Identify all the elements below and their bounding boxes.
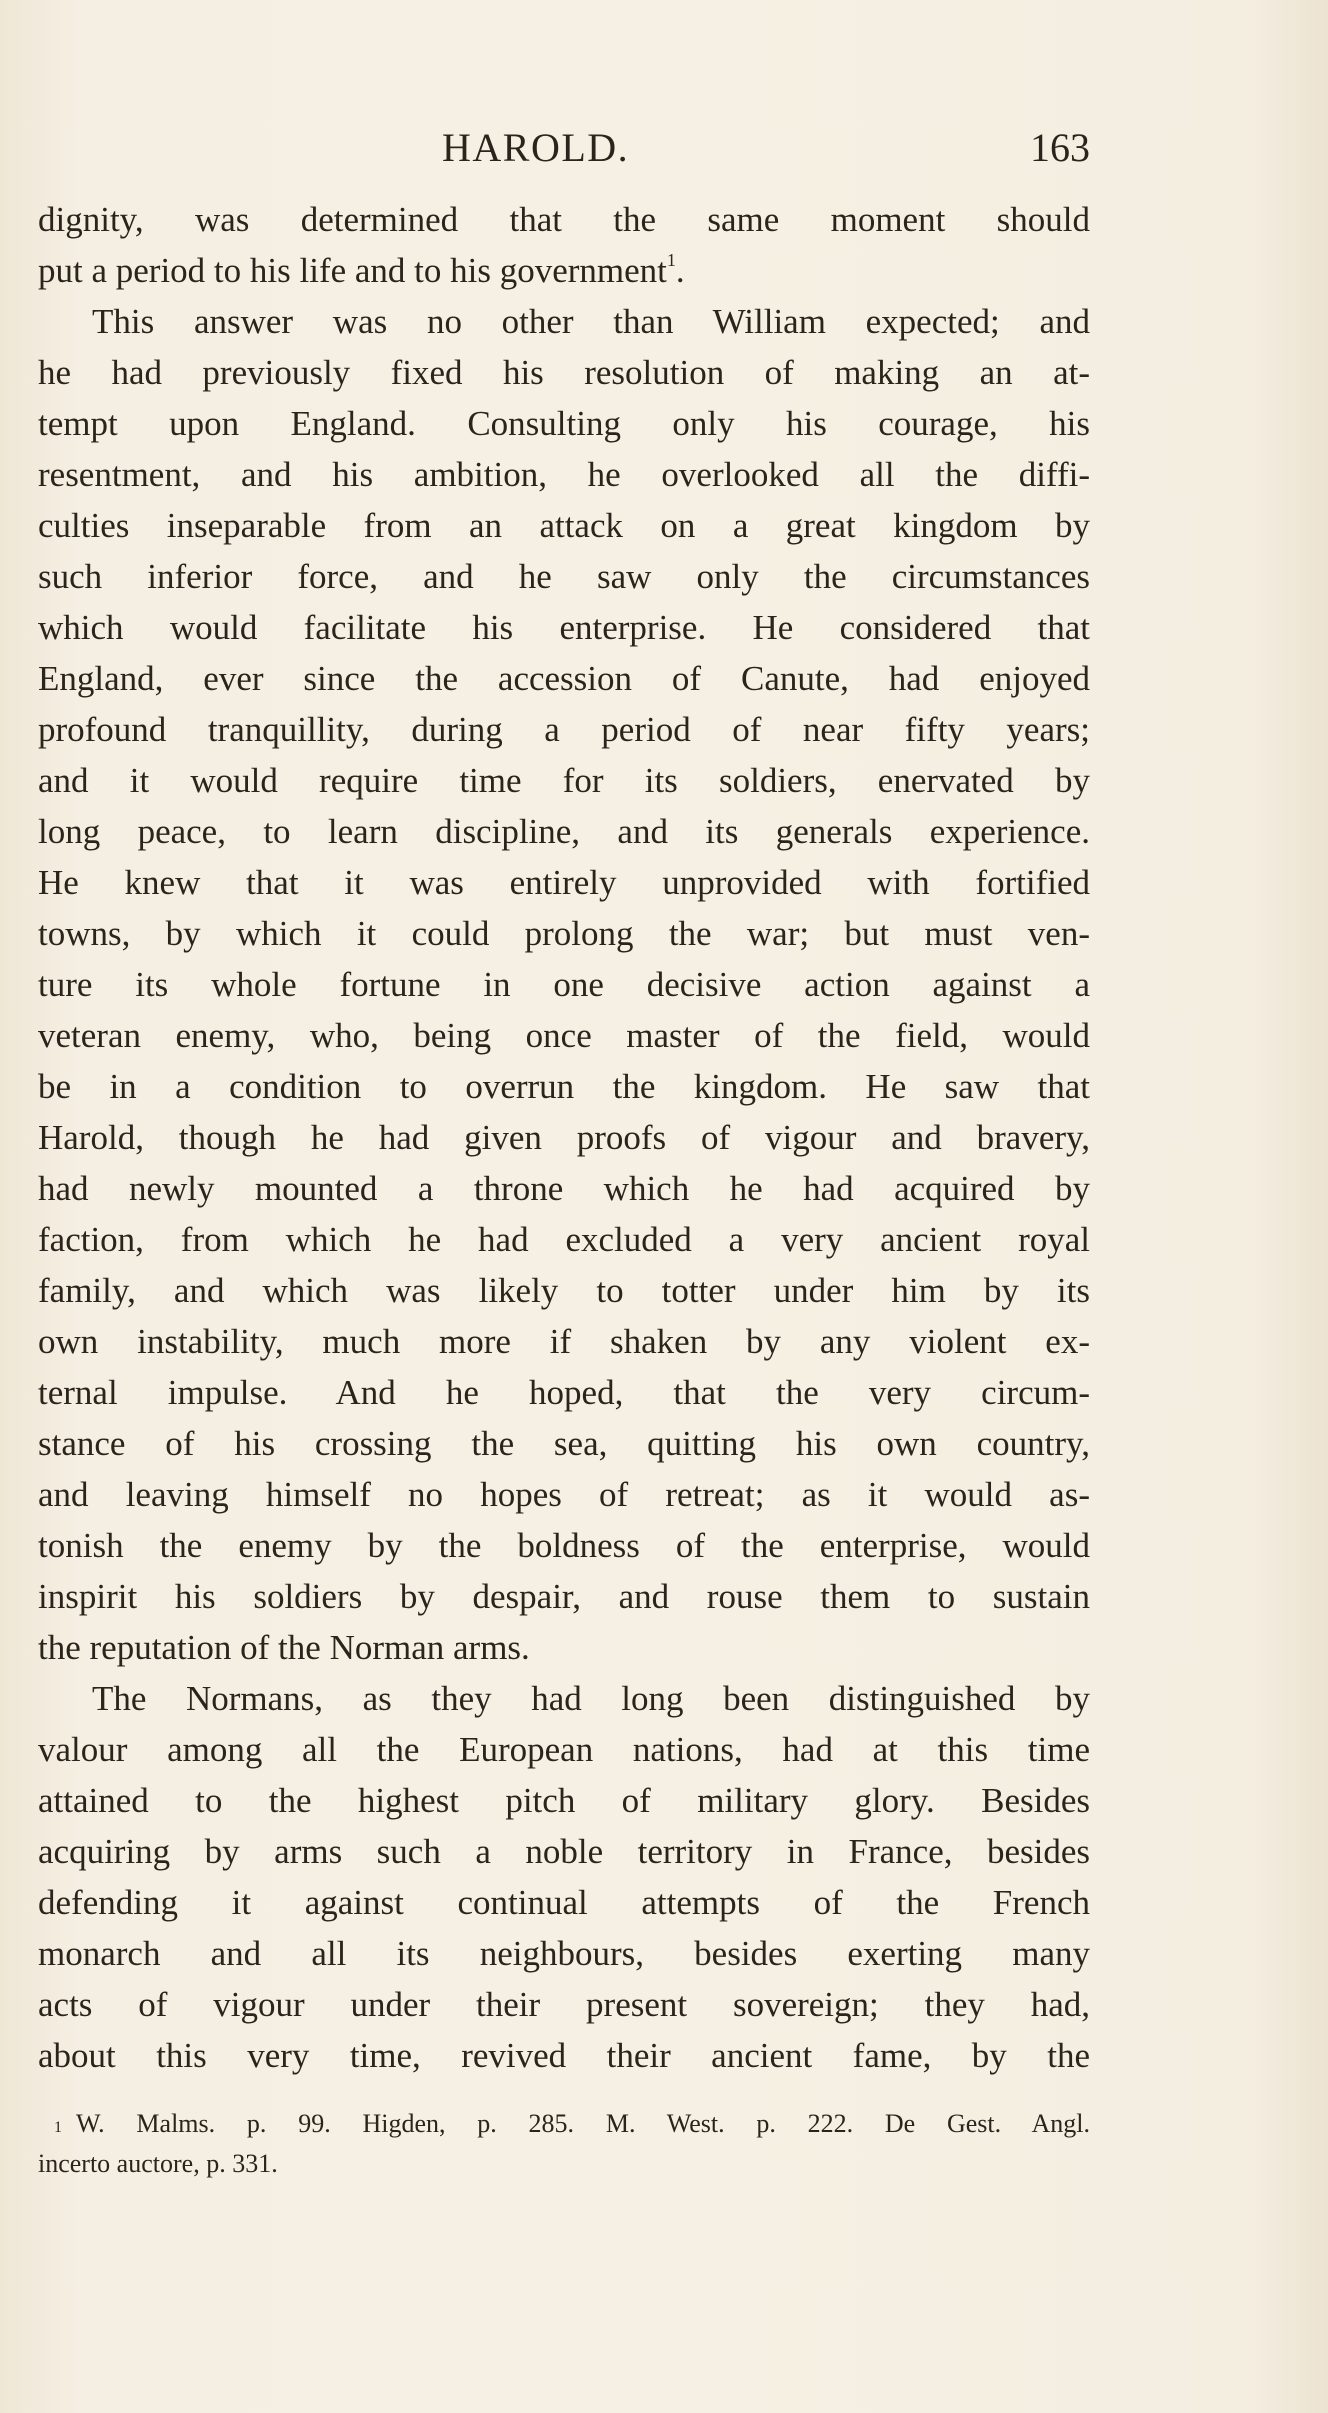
running-title: HAROLD.: [442, 125, 630, 170]
paragraph-start-line: This answer was no other than William expected; and: [92, 302, 1090, 341]
text-line: towns, by which it could prolong the war; but must ven-: [38, 914, 1090, 953]
text-line: defending it against continual attempts of the French: [38, 1883, 1090, 1922]
text-line: own instability, much more if shaken by any violent ex-: [38, 1322, 1090, 1361]
text-line: acts of vigour under their present sovereign; they had,: [38, 1985, 1090, 2024]
text-line: which would facilitate his enterprise. He considered that: [38, 608, 1090, 647]
text-line: and leaving himself no hopes of retreat; as it would as-: [38, 1475, 1090, 1514]
text-line: England, ever since the accession of Canute, had enjoyed: [38, 659, 1090, 698]
text-line: stance of his crossing the sea, quitting his own country,: [38, 1424, 1090, 1463]
text-line: veteran enemy, who, being once master of the field, would: [38, 1016, 1090, 1055]
footnote-line: incerto auctore, p. 331.: [38, 2149, 278, 2178]
footnotes: [38, 2104, 1090, 2184]
text-line: monarch and all its neighbours, besides exerting many: [38, 1934, 1090, 1973]
text-line: valour among all the European nations, had at this time: [38, 1730, 1090, 1769]
text-line: dignity, was determined that the same moment should: [38, 200, 1090, 239]
page-number: 163: [1030, 125, 1090, 170]
running-head: [38, 118, 1090, 178]
text-line: resentment, and his ambition, he overlooked all the diffi-: [38, 455, 1090, 494]
text-line: Harold, though he had given proofs of vigour and bravery,: [38, 1118, 1090, 1157]
text-line: acquiring by arms such a noble territory in France, besides: [38, 1832, 1090, 1871]
text-line: had newly mounted a throne which he had acquired by: [38, 1169, 1090, 1208]
text-line: culties inseparable from an attack on a great kingdom by: [38, 506, 1090, 545]
text-line: long peace, to learn discipline, and its generals experience.: [38, 812, 1090, 851]
text-line-content: put a period to his life and to his government: [38, 251, 667, 290]
body-text: [38, 194, 1090, 2081]
text-line: and it would require time for its soldiers, enervated by: [38, 761, 1090, 800]
paragraph-start-line: The Normans, as they had long been distinguished by: [92, 1679, 1090, 1718]
text-line: inspirit his soldiers by despair, and rouse them to sustain: [38, 1577, 1090, 1616]
text-line: tonish the enemy by the boldness of the enterprise, would: [38, 1526, 1090, 1565]
text-line: tempt upon England. Consulting only his courage, his: [38, 404, 1090, 443]
footnote-text: W. Malms. p. 99. Higden, p. 285. M. West. p. 222. De Gest. Angl.: [76, 2109, 1090, 2138]
text-line: attained to the highest pitch of military glory. Besides: [38, 1781, 1090, 1820]
text-line: ternal impulse. And he hoped, that the very circum-: [38, 1373, 1090, 1412]
footnote-line: [38, 2104, 1090, 2144]
text-line: about this very time, revived their ancient fame, by the: [38, 2036, 1090, 2075]
sentence-end: .: [675, 251, 685, 290]
text-line: family, and which was likely to totter under him by its: [38, 1271, 1090, 1310]
paragraph-end-line: the reputation of the Norman arms.: [38, 1628, 530, 1667]
text-line: be in a condition to overrun the kingdom. He saw that: [38, 1067, 1090, 1106]
text-line: such inferior force, and he saw only the circumstances: [38, 557, 1090, 596]
text-line: he had previously fixed his resolution of making an at-: [38, 353, 1090, 392]
footnote-reference[interactable]: 1: [666, 250, 676, 270]
text-line: He knew that it was entirely unprovided with fortified: [38, 863, 1090, 902]
footnote-mark: 1: [54, 2119, 62, 2136]
text-line: ture its whole fortune in one decisive action against a: [38, 965, 1090, 1004]
text-line: faction, from which he had excluded a very ancient royal: [38, 1220, 1090, 1259]
text-line: profound tranquillity, during a period of near fifty years;: [38, 710, 1090, 749]
text-line: [38, 245, 1090, 296]
